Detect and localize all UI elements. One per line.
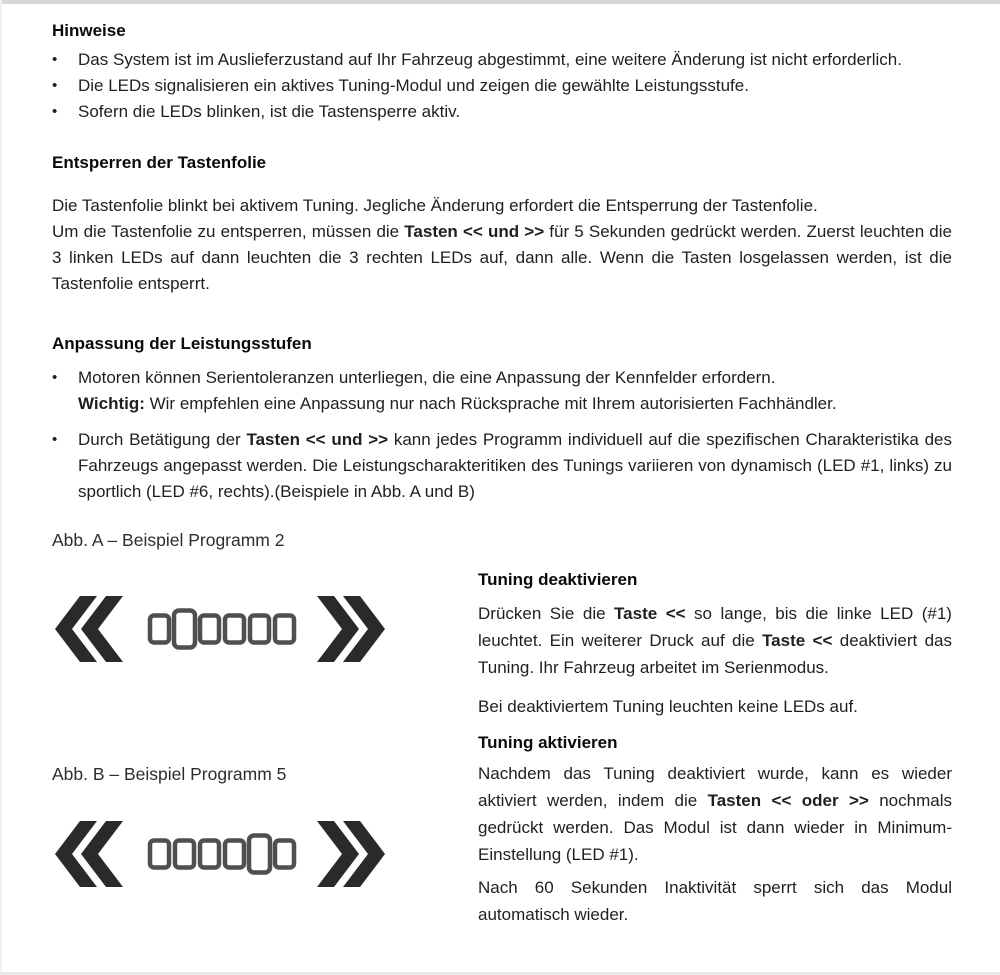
paragraph-aktivieren bbox=[478, 760, 952, 868]
text-line: Motoren können Serientoleranzen unterliegen, die eine Anpassung der Kennfelder erfordern. bbox=[78, 368, 776, 387]
text-segment: deaktiviert das Tuning. Ihr Fahrzeug arbeitet im Serienmodus. bbox=[478, 631, 952, 677]
text-line bbox=[78, 391, 952, 417]
bullet-icon: • bbox=[52, 51, 58, 68]
text-segment: Um die Tastenfolie zu entsperren, müssen die bbox=[52, 222, 405, 241]
hinweise-list bbox=[52, 47, 952, 125]
text-segment-bold: Taste << bbox=[614, 604, 686, 623]
list-item bbox=[52, 47, 952, 73]
bullet-icon: • bbox=[52, 431, 58, 448]
list-item bbox=[52, 427, 952, 505]
page-edge-left bbox=[0, 0, 2, 975]
list-item bbox=[52, 99, 952, 125]
led-indicator bbox=[225, 841, 244, 868]
led-indicator bbox=[175, 841, 194, 868]
text-segment-bold: Taste << bbox=[762, 631, 833, 650]
left-double-arrow-icon bbox=[55, 821, 123, 887]
heading-anpassung: Anpassung der Leistungsstufen bbox=[52, 334, 312, 353]
bullet-text bbox=[78, 365, 952, 417]
right-double-arrow-icon bbox=[317, 821, 385, 887]
led-indicator bbox=[250, 616, 269, 643]
text-segment-bold: Tasten << und >> bbox=[246, 430, 389, 449]
text-segment: so lange, bis die linke LED (#1) leuchtet. Ein weiterer Druck auf die bbox=[478, 604, 952, 650]
bullet-icon: • bbox=[52, 77, 58, 94]
instructions-column bbox=[478, 566, 952, 928]
led-indicator bbox=[275, 841, 294, 868]
figure-a-graphic bbox=[55, 590, 385, 670]
text-segment: nochmals gedrückt werden. Das Modul ist dann wieder in Minimum-Einstellung (LED #1). bbox=[478, 791, 952, 864]
led-indicator bbox=[150, 841, 169, 868]
figure-b-graphic bbox=[55, 815, 385, 895]
paragraph-deaktivieren bbox=[478, 600, 952, 681]
text-segment: für 5 Sekunden gedrückt werden. Zuerst leuchten die 3 linken LEDs auf dann leuchten die 3 rechten LEDs auf, dann alle. Wenn die Tasten losgelassen werden, ist die Tastenfolie entsperrt. bbox=[52, 222, 952, 293]
figures-and-instructions bbox=[52, 527, 952, 927]
wichtig-label: Wichtig: bbox=[78, 394, 145, 413]
bullet-text: Das System ist im Auslieferzustand auf Ihr Fahrzeug abgestimmt, eine weitere Änderung ist nicht erforderlich. bbox=[78, 50, 902, 69]
heading-entsperren: Entsperren der Tastenfolie bbox=[52, 153, 267, 172]
text-segment: Durch Betätigung der bbox=[78, 430, 247, 449]
bullet-text bbox=[78, 427, 952, 505]
text-segment: Drücken Sie die bbox=[478, 604, 615, 623]
led-indicator bbox=[249, 836, 270, 873]
figure-a-caption: Abb. A – Beispiel Programm 2 bbox=[52, 530, 285, 550]
paragraph-inaktivitaet: Nach 60 Sekunden Inaktivität sperrt sich das Modul automatisch wieder. bbox=[478, 878, 952, 924]
text-segment: kann jedes Programm individuell auf die spezifischen Charakteristika des Fahrzeugs angepasst werden. Die Leistungscharakteritiken des Tunings variieren von dynamisch (LED #1, links) zu sportlich (LED #6, rechts).(Beispiele in Abb. A und B) bbox=[78, 430, 952, 501]
led-indicator bbox=[200, 616, 219, 643]
text-segment-bold: Tasten << oder >> bbox=[707, 791, 869, 810]
right-double-arrow-icon bbox=[317, 596, 385, 662]
paragraph-keine-leds: Bei deaktiviertem Tuning leuchten keine LEDs auf. bbox=[478, 697, 858, 716]
anpassung-list bbox=[52, 365, 952, 505]
page-edge-top bbox=[0, 0, 1000, 4]
list-item bbox=[52, 73, 952, 99]
led-row bbox=[150, 611, 294, 648]
led-row bbox=[150, 836, 294, 873]
bullet-icon: • bbox=[52, 103, 58, 120]
bullet-icon: • bbox=[52, 369, 58, 386]
led-indicator bbox=[275, 616, 294, 643]
led-indicator bbox=[225, 616, 244, 643]
left-double-arrow-icon bbox=[55, 596, 123, 662]
heading-tuning-deaktivieren: Tuning deaktivieren bbox=[478, 570, 638, 589]
led-indicator bbox=[150, 616, 169, 643]
led-indicator bbox=[174, 611, 195, 648]
heading-tuning-aktivieren: Tuning aktivieren bbox=[478, 733, 618, 752]
text-segment: Nachdem das Tuning deaktiviert wurde, kann es wieder aktiviert werden, indem die bbox=[478, 764, 952, 810]
led-indicator bbox=[200, 841, 219, 868]
bullet-text: Sofern die LEDs blinken, ist die Tastensperre aktiv. bbox=[78, 102, 461, 121]
list-item bbox=[52, 365, 952, 417]
paragraph-entsperren-1: Die Tastenfolie blinkt bei aktivem Tuning. Jegliche Änderung erfordert die Entsperrung der Tastenfolie. bbox=[52, 196, 818, 215]
text-segment-bold: Tasten << und >> bbox=[404, 222, 545, 241]
paragraph-entsperren-2 bbox=[52, 219, 952, 297]
figure-b-caption: Abb. B – Beispiel Programm 5 bbox=[52, 764, 287, 784]
bullet-text: Die LEDs signalisieren ein aktives Tuning-Modul und zeigen die gewählte Leistungsstufe. bbox=[78, 76, 749, 95]
heading-hinweise: Hinweise bbox=[52, 21, 126, 40]
text-segment: Wir empfehlen eine Anpassung nur nach Rücksprache mit Ihrem autorisierten Fachhändler. bbox=[144, 394, 837, 413]
